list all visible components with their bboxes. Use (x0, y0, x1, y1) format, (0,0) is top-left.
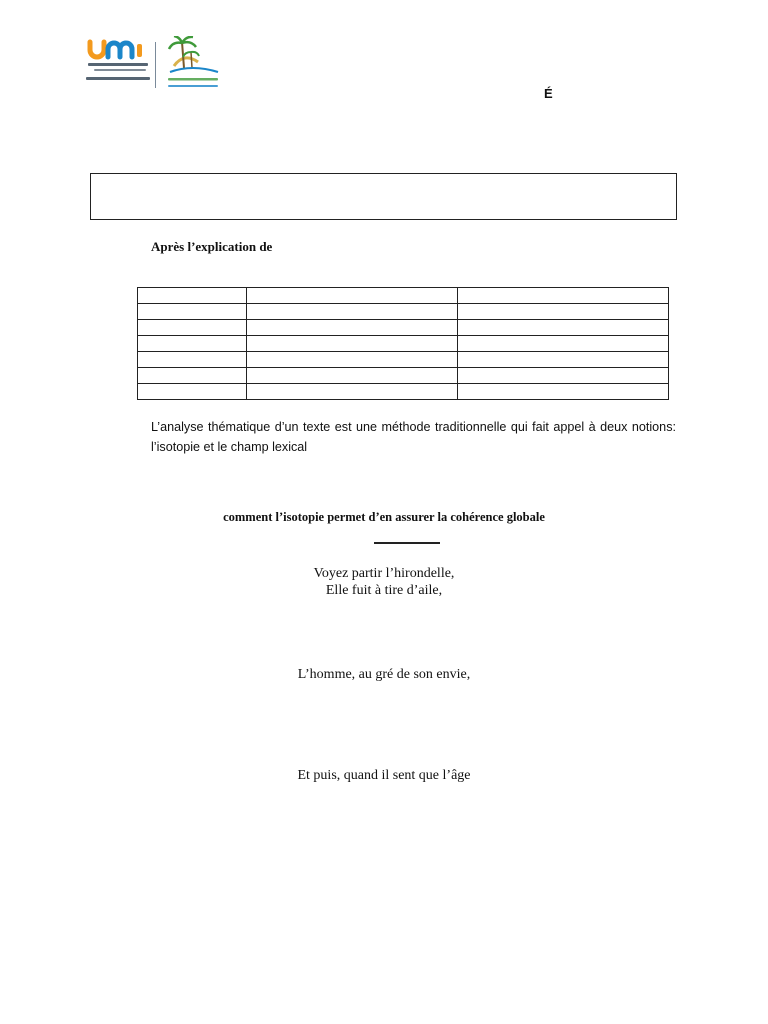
poem-line: Voyez partir l’hirondelle, (313, 566, 455, 581)
table-cell (247, 368, 458, 384)
heading-underline (374, 542, 440, 544)
table-cell (247, 336, 458, 352)
faculty-logo (160, 36, 226, 96)
table-cell (458, 336, 669, 352)
table-row (138, 368, 669, 384)
table-cell (458, 368, 669, 384)
poem-line: Elle fuit à tire d’aile, (325, 583, 443, 598)
table-cell (138, 384, 247, 400)
table-cell (247, 384, 458, 400)
table-cell (138, 304, 247, 320)
table-cell (138, 288, 247, 304)
table-cell (458, 304, 669, 320)
table-cell (138, 352, 247, 368)
table-cell (458, 384, 669, 400)
table-row (138, 288, 669, 304)
table-cell (138, 368, 247, 384)
table-row (138, 352, 669, 368)
table-cell (138, 320, 247, 336)
table-cell (247, 288, 458, 304)
question-heading: comment l’isotopie permet d’en assurer la cohérence globale (223, 510, 545, 524)
poem-line: Et puis, quand il sent que l’âge (297, 768, 471, 783)
table-cell (458, 288, 669, 304)
table-cell (138, 336, 247, 352)
table-row (138, 384, 669, 400)
table-cell (458, 352, 669, 368)
table-cell (458, 320, 669, 336)
lead-text: Après l’explication de (151, 239, 273, 254)
intro-paragraph: L’analyse thématique d’un texte est une méthode traditionnelle qui fait appel à deux notions: l’isotopie et le champ lexical (151, 420, 676, 454)
table-row (138, 336, 669, 352)
blank-table (137, 287, 669, 400)
table-row (138, 320, 669, 336)
table-cell (247, 320, 458, 336)
university-logo (84, 36, 154, 96)
logo-divider (155, 42, 156, 88)
poem-line: L’homme, au gré de son envie, (297, 667, 471, 682)
table-cell (247, 304, 458, 320)
corner-mark: É (544, 86, 553, 101)
title-box (90, 173, 677, 220)
table-row (138, 304, 669, 320)
table-cell (247, 352, 458, 368)
